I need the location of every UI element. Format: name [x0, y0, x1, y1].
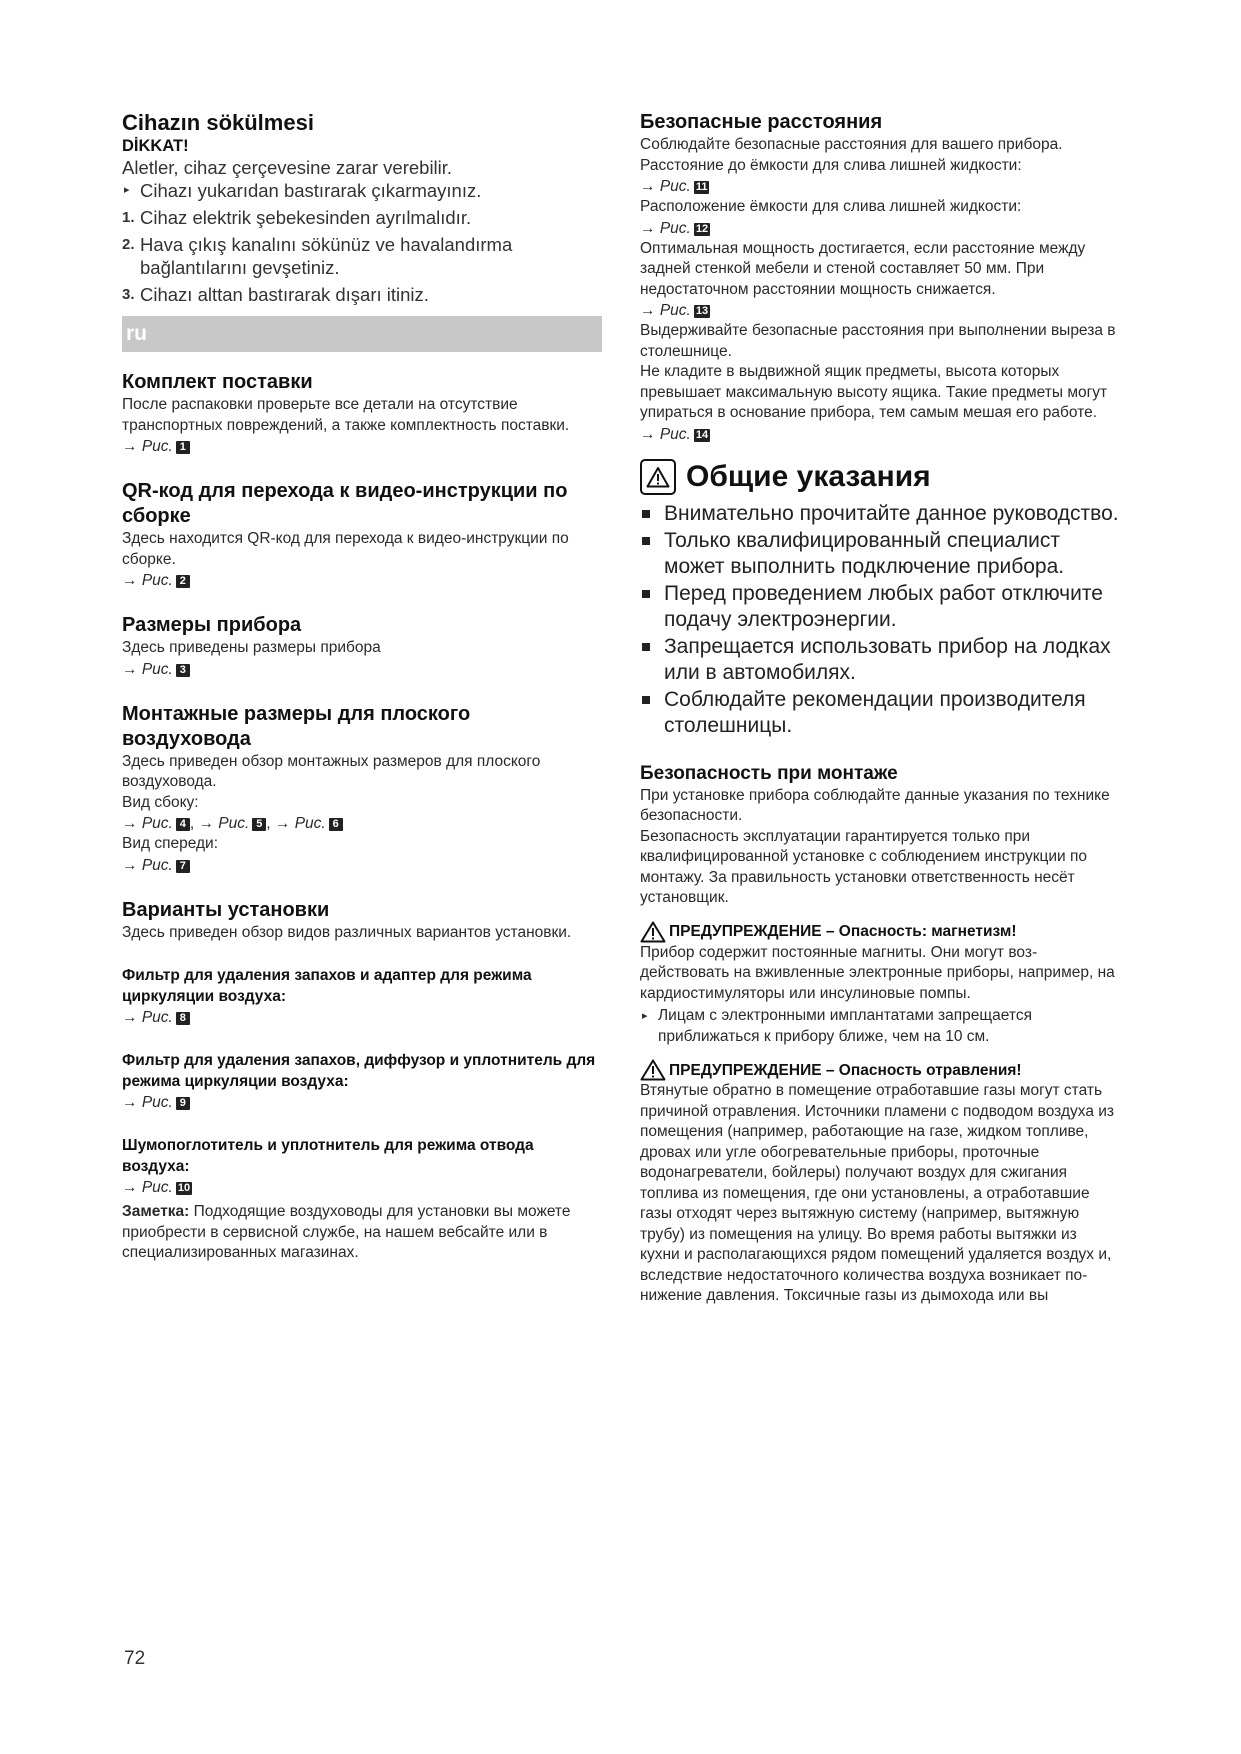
list-item: Только квалифицированный специалист может выполнить подключение прибора.	[640, 528, 1120, 580]
list-item: Внимательно прочитайте данное руководство.	[640, 501, 1120, 527]
note: Заметка: Подходящие воздуховоды для установки вы можете приобрести в сервисной службе, на нашем вебсайте или в специализированных магазинах.	[122, 1203, 571, 1261]
section-title-mounting-safety: Безопасность при монтаже	[640, 762, 898, 784]
general-notes-header	[640, 459, 1120, 495]
figure-reference: → Рис. 4 , → Рис. 5 , → Рис. 6	[122, 813, 602, 834]
list-item: ▸ Лицам с электронными имплантатами запрещается приближаться к прибору ближе, чем на 10 см.	[642, 1007, 1032, 1045]
right-column	[640, 110, 1120, 1307]
figure-badge: 7	[176, 860, 190, 873]
general-notes-title: Общие указания	[686, 459, 931, 493]
figure-reference: → Рис. 3	[122, 659, 602, 680]
triangle-bullet-icon: ▸	[642, 1010, 648, 1022]
side-view-label: Вид сбоку:	[122, 793, 199, 811]
tr-step: 1. Cihaz elektrik şebekesinden ayrılmalıdır.	[122, 207, 472, 228]
section-text: Здесь приведены размеры прибора	[122, 639, 381, 656]
section-title-mounting-dimensions: Монтажные размеры для плоского воздуховода	[122, 702, 471, 750]
square-bullet-icon	[642, 590, 650, 598]
note-label: Заметка:	[122, 1203, 190, 1220]
section-title-installation-variants: Варианты установки	[122, 898, 330, 921]
figure-badge: 1	[176, 441, 190, 454]
figure-badge: 12	[695, 222, 709, 235]
variant-title: Фильтр для удаления запахов и адаптер для режима циркуляции воздуха:	[122, 967, 532, 1005]
figure-badge: 10	[177, 1182, 191, 1194]
section-text: Безопасность эксплуатации гарантируется только при квалифицированной установке с соблюдением инструкции по монтажу. За правильность установки ответственность несёт установщик.	[640, 827, 1088, 906]
figure-reference: → Рис. 9	[122, 1092, 602, 1113]
section-text: Соблюдайте безопасные расстояния для вашего прибора.	[640, 136, 1063, 153]
square-bullet-icon	[642, 537, 650, 545]
figure-reference: → Рис. 8	[122, 1007, 602, 1028]
general-notes-list	[640, 501, 1120, 739]
section-text: Здесь приведен обзор видов различных вариантов установки.	[122, 923, 572, 941]
square-bullet-icon	[642, 696, 650, 704]
front-view-label: Вид спереди:	[122, 835, 219, 852]
section-text: При установке прибора соблюдайте данные указания по технике безопасности.	[640, 786, 1110, 824]
tr-bullet-item: ▸ Cihazı yukarıdan bastırarak çıkarmayınız.	[124, 180, 482, 201]
section-text: Не кладите в выдвижной ящик предметы, высота которых превышает максимальную высоту ящика. Такие предметы могут упираться в основание прибора, тем самым мешая его работе.	[640, 363, 1108, 421]
variant-title: Фильтр для удаления запахов, диффузор и уплотнитель для режима циркуляции воздуха:	[122, 1052, 596, 1090]
section-text: Оптимальная мощность достигается, если расстояние между задней стенкой мебели и стеной составляет 50 мм. При недостаточном расстоянии мощность снижается.	[640, 239, 1086, 298]
warning-triangle-icon	[640, 1059, 666, 1081]
section-title-qr: QR-код для перехода к видео-инструкции по сборке	[122, 480, 568, 527]
language-label: ru	[126, 322, 147, 345]
list-item: Перед проведением любых работ отключите подачу электроэнергии.	[640, 581, 1120, 633]
figure-badge: 14	[695, 428, 709, 441]
figure-reference: → Рис. 14	[640, 425, 709, 443]
section-text: Здесь приведен обзор монтажных размеров для плоского воздуховода.	[122, 752, 541, 790]
tr-step: 2. Hava çıkış kanalını sökünüz ve havalandırma bağlantılarını gevşetiniz.	[122, 234, 513, 278]
figure-badge: 8	[176, 1012, 190, 1025]
tr-caution-text: Aletler, cihaz çerçevesine zarar verebilir.	[122, 157, 453, 178]
triangle-bullet-icon: ▸	[124, 184, 130, 196]
figure-badge: 4	[176, 818, 190, 831]
figure-reference: → Рис. 2	[122, 570, 602, 591]
warning-text: Прибор содержит постоянные магниты. Они могут воздействовать на вживленные электронные приборы, например, на кардиостимуляторы или инсулиновые помпы.	[640, 943, 1115, 1002]
figure-reference: → Рис. 10	[122, 1179, 191, 1196]
figure-reference: → Рис. 11	[640, 178, 708, 195]
figure-badge: 3	[176, 664, 190, 677]
figure-badge: 6	[329, 818, 343, 831]
figure-reference: → Рис. 1	[122, 436, 602, 457]
warning-poisoning-heading: ПРЕДУПРЕЖДЕНИЕ – Опасность отравления!	[640, 1059, 1120, 1081]
section-title-delivery: Комплект поставки	[122, 371, 313, 393]
figure-reference: → Рис. 7	[122, 855, 602, 876]
list-item: Запрещается использовать прибор на лодках или в автомобилях.	[640, 634, 1120, 686]
figure-reference: → Рис. 12	[640, 219, 709, 237]
figure-badge: 9	[176, 1097, 190, 1110]
tr-section-title: Cihazın sökülmesi	[122, 110, 314, 135]
section-text: Расположение ёмкости для слива лишней жидкости:	[640, 198, 1022, 215]
section-title-safe-distances: Безопасные расстояния	[640, 111, 883, 133]
list-item: Соблюдайте рекомендации производителя столешницы.	[640, 687, 1120, 739]
tr-caution-heading: DİKKAT!	[122, 137, 189, 155]
section-text: Здесь находится QR-код для перехода к видео-инструкции по сборке.	[122, 530, 569, 568]
tr-steps-list	[122, 206, 602, 306]
tr-step: 3. Cihazı alttan bastırarak dışarı itiniz.	[122, 284, 429, 305]
figure-badge: 2	[176, 575, 190, 588]
figure-badge: 13	[695, 305, 709, 317]
warning-text: Втянутые обратно в помещение отработавшие газы могут стать причиной отравления. Источники пламени с подводом воздуха из помещения (например, работающие на газе, жидком топливе, дровах или угле обогревательные приборы, проточные водонагреватели, бойлеры) получают воздух для сжигания топлива из помещения, где они установлены, а отработавшие газы отходят через вытяжную систему (например, вытяжную трубу) из помещения на улицу. Во время работы вытяжки из кухни и располагающихся рядом помещений удаляется воздух и, вследствие недостаточного количества воздуха возникает понижение давления. Токсичные газы из дымохода или вы	[640, 1082, 1115, 1304]
warning-triangle-icon	[640, 921, 666, 943]
warning-bullet-list	[640, 1006, 1120, 1047]
page-number: 72	[124, 1648, 146, 1669]
language-bar	[122, 316, 602, 352]
tr-bullet-list	[122, 179, 602, 202]
variant-title: Шумопоглотитель и уплотнитель для режима отвода воздуха:	[122, 1137, 534, 1175]
figure-reference: → Рис. 13	[640, 302, 709, 319]
left-column	[122, 110, 602, 1264]
section-text: После распаковки проверьте все детали на отсутствие транспортных повреждений, а также комплектность поставки.	[122, 396, 570, 434]
warning-triangle-icon	[640, 459, 676, 495]
section-text: Выдерживайте безопасные расстояния при выполнении выреза в столешнице.	[640, 322, 1116, 360]
section-title-dimensions: Размеры прибора	[122, 614, 302, 636]
figure-badge: 5	[252, 818, 266, 831]
section-text: Расстояние до ёмкости для слива лишней жидкости:	[640, 156, 1022, 174]
figure-badge: 11	[695, 181, 708, 193]
square-bullet-icon	[642, 643, 650, 651]
warning-magnetism-heading: ПРЕДУПРЕЖДЕНИЕ – Опасность: магнетизм!	[640, 921, 1120, 943]
square-bullet-icon	[642, 510, 650, 518]
